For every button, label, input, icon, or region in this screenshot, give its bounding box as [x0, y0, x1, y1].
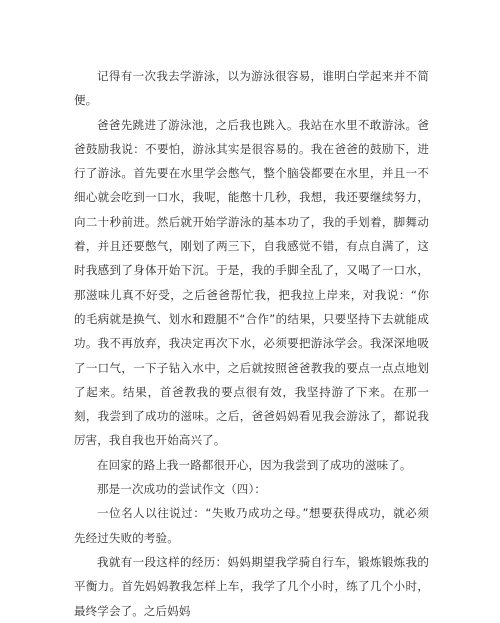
- paragraph-6: 我就有一段这样的经历：妈妈期望我学骑自行车，锻炼锻炼我的平衡力。首先妈妈教我怎样上车，我学了几个小时，练了几个小时，最终学会了。之后妈妈: [74, 554, 429, 618]
- paragraph-5: 一位名人以往说过：“失败乃成功之母。”想要获得成功，就必须先经过失败的考验。: [74, 506, 429, 545]
- paragraph-2: 爸爸先跳进了游泳池，之后我也跳入。我站在水里不敢游泳。爸爸鼓励我说：不要怕，游泳其实是很容易的。我在爸爸的鼓励下，进行了游泳。首先要在水里学会憋气，整个脑袋都要在水里，并且一不细心就会吃到一口水，我呢，能憋十几秒，我想，我还要继续努力，向二十秒前进。然后就开始学游泳的基本功了，我的手划着，脚舞动着，并且还要憋气，刚划了两三下，自我感觉不错，有点自满了，这时我感到了身体开始下沉。于是，我的手脚全乱了，又喝了一口水，那滋味儿真不好受，之后爸爸帮忙我，把我拉上岸来，对我说：“你的毛病就是换气、划水和蹬腿不“合作”的结果，只要坚持下去就能成功。我不再放弃，我决定再次下水，必须要把游泳学会。我深深地吸了一口气，一下子钻入水中，之后就按照爸爸教我的要点一点点地划了起来。结果，首爸教我的要点很有效，我坚持游了下来。在那一刻，我尝到了成功的滋味。之后，爸爸妈妈看见我会游泳了，都说我厉害，我自我也开始高兴了。: [74, 117, 429, 448]
- article-body: [74, 64, 429, 623]
- paragraph-1: 记得有一次我去学游泳，以为游泳很容易，谁明白学起来并不简便。: [74, 69, 429, 108]
- paragraph-4: 那是一次成功的尝试作文（四）：: [97, 482, 266, 497]
- paragraph-3: 在回家的路上我一路都很开心，因为我尝到了成功的滋味了。: [97, 457, 412, 472]
